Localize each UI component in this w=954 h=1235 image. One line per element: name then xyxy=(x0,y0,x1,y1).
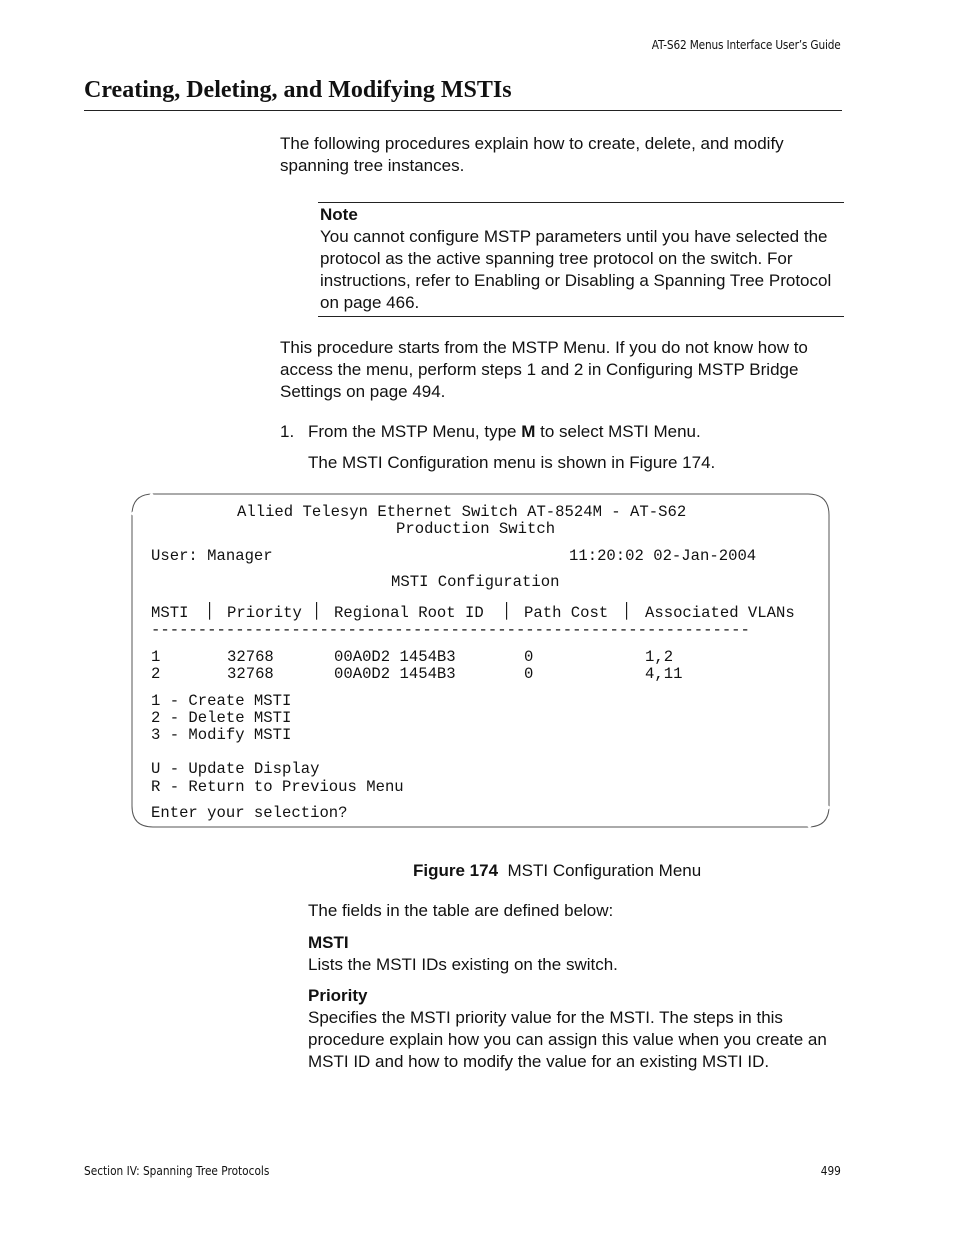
terminal-user: User: Manager xyxy=(151,547,273,565)
row-1-vlans: 1,2 xyxy=(645,648,674,666)
procedure-intro: This procedure starts from the MSTP Menu. If you do not know how to access the menu, perform steps 1 and 2 in Configuring MSTP Bridge Settings on page 494. xyxy=(280,338,808,401)
row-1-path-cost: 0 xyxy=(524,648,534,666)
terminal-banner-line1: Allied Telesyn Ethernet Switch AT-8524M - AT-S62 xyxy=(237,503,687,521)
page-number: 499 xyxy=(820,1164,841,1178)
option-return-menu: R - Return to Previous Menu xyxy=(151,778,404,796)
option-delete-msti: 2 - Delete MSTI xyxy=(151,709,292,727)
terminal-menu-title: MSTI Configuration xyxy=(391,573,560,591)
step-subtext: The MSTI Configuration menu is shown in Figure 174. xyxy=(308,453,716,472)
definition-term-priority: Priority xyxy=(308,986,368,1005)
row-1-priority: 32768 xyxy=(227,648,274,666)
row-2-path-cost: 0 xyxy=(524,665,534,683)
terminal-screen xyxy=(131,493,830,828)
row-2-root-id: 00A0D2 1454B3 xyxy=(334,665,456,683)
col-divider: │ xyxy=(502,602,512,620)
step-text-after: to select MSTI Menu. xyxy=(535,422,701,441)
step-key: M xyxy=(521,422,536,441)
definition-desc-priority: Specifies the MSTI priority value for the MSTI. The steps in this procedure explain how you can assign this value when you create an MSTI ID and how to modify the value for an existing MSTI ID. xyxy=(308,1008,827,1071)
col-divider: │ xyxy=(205,602,215,620)
running-header: AT-S62 Menus Interface User’s Guide xyxy=(652,38,841,52)
terminal-banner-line2: Production Switch xyxy=(396,520,556,538)
terminal-prompt: Enter your selection? xyxy=(151,804,348,822)
row-1-msti: 1 xyxy=(151,648,161,666)
col-vlans: Associated VLANs xyxy=(645,604,795,622)
option-create-msti: 1 - Create MSTI xyxy=(151,692,292,710)
terminal-separator: ---------------------------------------------------------------- xyxy=(151,621,750,639)
note-box xyxy=(318,202,844,317)
figure-caption-text: MSTI Configuration Menu xyxy=(507,861,702,880)
col-priority: Priority xyxy=(227,604,302,622)
col-root-id: Regional Root ID xyxy=(334,604,484,622)
note-body: You cannot configure MSTP parameters until you have selected the protocol as the active spanning tree protocol on the switch. For instructions, refer to Enabling or Disabling a Spanning Tree Protocol on page 466. xyxy=(320,227,832,312)
step-text xyxy=(308,421,701,443)
figure-label: Figure 174 xyxy=(413,861,499,880)
row-2-msti: 2 xyxy=(151,665,161,683)
note-title: Note xyxy=(320,205,358,224)
option-modify-msti: 3 - Modify MSTI xyxy=(151,726,292,744)
definition-term-msti: MSTI xyxy=(308,933,349,952)
option-update-display: U - Update Display xyxy=(151,760,320,778)
definition-desc-msti: Lists the MSTI IDs existing on the switch. xyxy=(308,955,618,974)
fields-intro: The fields in the table are defined below: xyxy=(308,901,614,920)
row-1-root-id: 00A0D2 1454B3 xyxy=(334,648,456,666)
step-text-before: From the MSTP Menu, type xyxy=(308,422,522,441)
figure-caption xyxy=(413,860,701,882)
step-number: 1. xyxy=(280,422,295,441)
footer-section: Section IV: Spanning Tree Protocols xyxy=(84,1164,270,1178)
col-divider: │ xyxy=(312,602,322,620)
col-divider: │ xyxy=(622,602,632,620)
col-msti: MSTI xyxy=(151,604,189,622)
section-title: Creating, Deleting, and Modifying MSTIs xyxy=(84,77,512,103)
title-rule xyxy=(84,110,842,111)
row-2-priority: 32768 xyxy=(227,665,274,683)
col-path-cost: Path Cost xyxy=(524,604,609,622)
row-2-vlans: 4,11 xyxy=(645,665,683,683)
terminal-datetime: 11:20:02 02-Jan-2004 xyxy=(569,547,757,565)
intro-paragraph: The following procedures explain how to create, delete, and modify spanning tree instances. xyxy=(280,134,784,175)
